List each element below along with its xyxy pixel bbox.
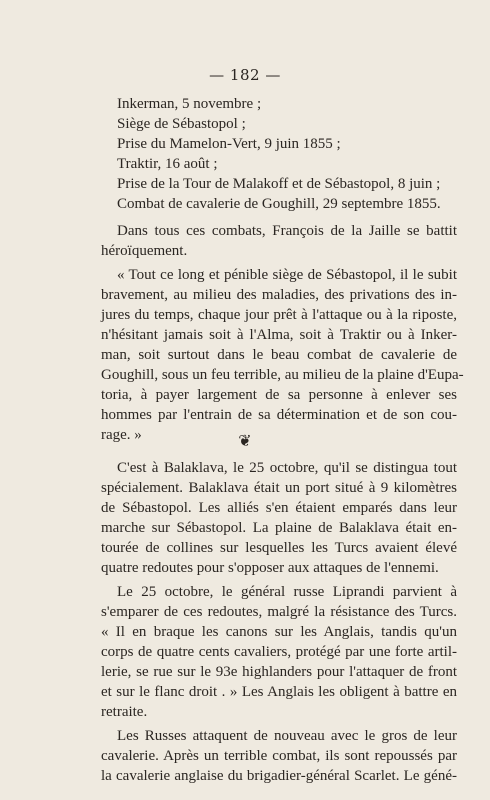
battle-item: Prise de la Tour de Malakoff et de Sébastopol, 8 juin ; xyxy=(117,176,441,192)
paragraph-line: cavalerie. Après un terrible combat, ils sont repoussés par xyxy=(101,748,457,764)
paragraph-line: spécialement. Balaklava était un port situé à 9 kilomètres xyxy=(101,480,457,496)
paragraph-line: et sur le flanc droit . » Les Anglais les obligent à battre en xyxy=(101,684,457,700)
paragraph-line: héroïquement. xyxy=(101,243,188,259)
paragraph-line: tourée de collines sur lesquelles les Turcs avaient élevé xyxy=(101,540,457,556)
paragraph-line: lerie, se rue sur le 93e highlanders pour l'attaquer de front xyxy=(101,664,457,680)
battle-item: Inkerman, 5 novembre ; xyxy=(117,96,262,112)
paragraph-line: la cavalerie anglaise du brigadier-général Scarlet. Le géné- xyxy=(101,768,457,784)
battle-item: Prise du Mamelon-Vert, 9 juin 1855 ; xyxy=(117,136,341,152)
battle-item: Combat de cavalerie de Goughill, 29 septembre 1855. xyxy=(117,196,441,212)
paragraph-line: C'est à Balaklava, le 25 octobre, qu'il se distingua tout xyxy=(117,460,457,476)
paragraph-line: « Tout ce long et pénible siège de Sébastopol, il le subit xyxy=(117,267,457,283)
paragraph-line: corps de quatre cents cavaliers, protégé par une forte artil- xyxy=(101,644,457,660)
paragraph-line: s'emparer de ces redoutes, malgré la résistance des Turcs. xyxy=(101,604,457,620)
fleuron-ornament-icon: ❦ xyxy=(238,431,252,450)
paragraph-line: jures du temps, chaque jour prêt à l'attaque ou à la riposte, xyxy=(101,307,457,323)
battle-item: Traktir, 16 août ; xyxy=(117,156,218,172)
paragraph-line: Le 25 octobre, le général russe Liprandi parvient à xyxy=(117,584,457,600)
paragraph-line: bravement, au milieu des maladies, des privations des in- xyxy=(101,287,457,303)
paragraph-line: hommes par l'entrain de sa détermination et de son cou- xyxy=(101,407,457,423)
paragraph-line: Dans tous ces combats, François de la Jaille se battit xyxy=(117,223,457,239)
page-number: — 182 — xyxy=(209,66,281,84)
paragraph-line: n'hésitant jamais soit à l'Alma, soit à Traktir ou à Inker- xyxy=(101,327,457,343)
paragraph-line: « Il en braque les canons sur les Anglais, tandis qu'un xyxy=(101,624,457,640)
paragraph-line: retraite. xyxy=(101,704,148,720)
paragraph-line: toria, à payer largement de sa personne à enlever ses xyxy=(101,387,457,403)
paragraph-line: Les Russes attaquent de nouveau avec le gros de leur xyxy=(117,728,457,744)
paragraph-line: rage. » xyxy=(101,427,142,443)
paragraph-line: marche sur Sébastopol. La plaine de Balaklava était en- xyxy=(101,520,457,536)
paragraph-line: man, soit surtout dans le beau combat de cavalerie de xyxy=(101,347,457,363)
battle-item: Siège de Sébastopol ; xyxy=(117,116,246,132)
paragraph-line: quatre redoutes pour s'opposer aux attaques de l'ennemi. xyxy=(101,560,439,576)
paragraph-line: Goughill, sous un feu terrible, au milieu de la plaine d'Eupa- xyxy=(101,367,464,383)
paragraph-line: de Sébastopol. Les alliés s'en étaient emparés dans leur xyxy=(101,500,457,516)
